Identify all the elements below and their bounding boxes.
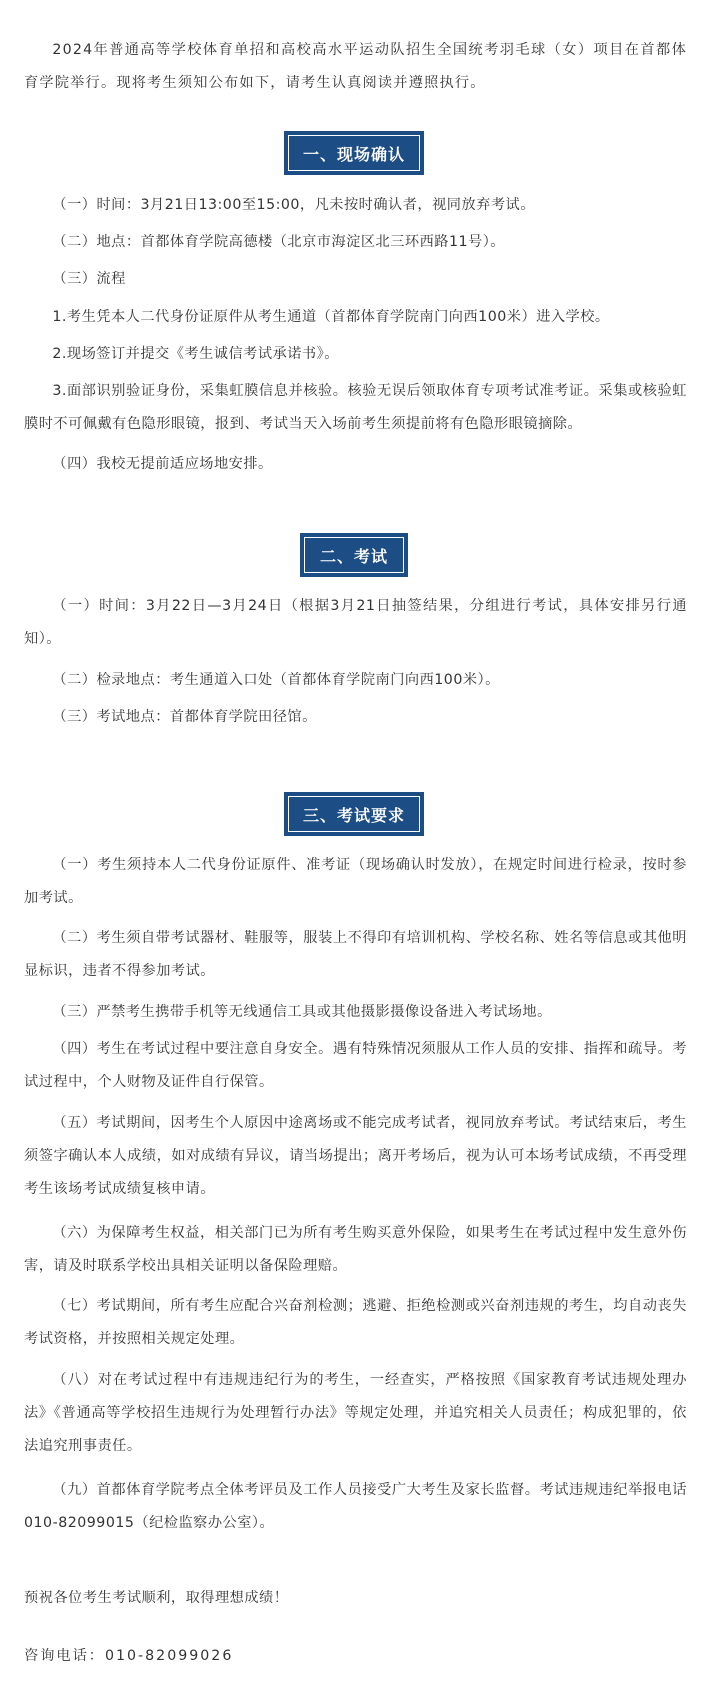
list-item: （一）时间：3月21日13:00至15:00，凡未按时确认者，视同放弃考试。 [52,197,535,213]
list-item: 3.面部识别验证身份，采集虹膜信息并核验。核验无误后领取体育专项考试准考证。采集或核验虹膜时不可佩戴有色隐形眼镜，报到、考试当天入场前考生须提前将有色隐形眼镜摘除。 [24,383,687,432]
list-item: （四）考生在考试过程中要注意自身安全。遇有特殊情况须服从工作人员的安排、指挥和疏导。考试过程中，个人财物及证件自行保管。 [24,1041,687,1090]
section-header-requirements [284,792,424,836]
list-item: （三）流程 [52,271,126,287]
list-item: 2.现场签订并提交《考生诚信考试承诺书》。 [52,346,339,362]
section-title: 三、考试要求 [288,796,420,832]
list-item: （三）考试地点：首都体育学院田径馆。 [52,709,317,725]
list-item: （八）对在考试过程中有违规违纪行为的考生，一经查实，严格按照《国家教育考试违规处理办法》《普通高等学校招生违规行为处理暂行办法》等规定处理，并追究相关人员责任；构成犯罪的，依法追究刑事责任。 [24,1372,687,1454]
contact-phone: 咨询电话：010-82099026 [24,1648,234,1664]
closing-wish: 预祝各位考生考试顺利，取得理想成绩！ [24,1590,289,1606]
list-item: （九）首都体育学院考点全体考评员及工作人员接受广大考生及家长监督。考试违规违纪举报电话010-82099015（纪检监察办公室）。 [24,1482,687,1531]
list-item: （四）我校无提前适应场地安排。 [52,456,273,472]
list-item: 1.考生凭本人二代身份证原件从考生通道（首都体育学院南门向西100米）进入学校。 [52,309,610,325]
section-header-site-confirmation [284,131,424,175]
section-header-wrap [0,131,711,175]
list-item: （一）时间：3月22日—3月24日（根据3月21日抽签结果，分组进行考试，具体安排另行通知）。 [24,598,687,647]
list-item: （五）考试期间，因考生个人原因中途离场或不能完成考试者，视同放弃考试。考试结束后，考生须签字确认本人成绩，如对成绩有异议，请当场提出；离开考场后，视为认可本场考试成绩，不再受理考生该场考试成绩复核申请。 [24,1115,687,1197]
list-item: （一）考生须持本人二代身份证原件、准考证（现场确认时发放），在规定时间进行检录，按时参加考试。 [24,857,687,906]
intro-paragraph: 2024年普通高等学校体育单招和高校高水平运动队招生全国统考羽毛球（女）项目在首都体育学院举行。现将考生须知公布如下，请考生认真阅读并遵照执行。 [24,42,687,91]
list-item: （三）严禁考生携带手机等无线通信工具或其他摄影摄像设备进入考试场地。 [52,1004,552,1020]
list-item: （二）地点：首都体育学院高德楼（北京市海淀区北三环西路11号）。 [52,234,505,250]
list-item: （七）考试期间，所有考生应配合兴奋剂检测；逃避、拒绝检测或兴奋剂违规的考生，均自动丧失考试资格，并按照相关规定处理。 [24,1298,687,1347]
section-header-wrap [0,792,711,836]
list-item: （六）为保障考生权益，相关部门已为所有考生购买意外保险，如果考生在考试过程中发生意外伤害，请及时联系学校出具相关证明以备保险理赔。 [24,1225,687,1274]
list-item: （二）检录地点：考生通道入口处（首都体育学院南门向西100米）。 [52,672,500,688]
section-header-exam [300,533,408,577]
section-title: 一、现场确认 [288,135,420,171]
section-header-wrap [0,533,711,577]
list-item: （二）考生须自带考试器材、鞋服等，服装上不得印有培训机构、学校名称、姓名等信息或其他明显标识，违者不得参加考试。 [24,930,687,979]
section-title: 二、考试 [304,537,404,573]
